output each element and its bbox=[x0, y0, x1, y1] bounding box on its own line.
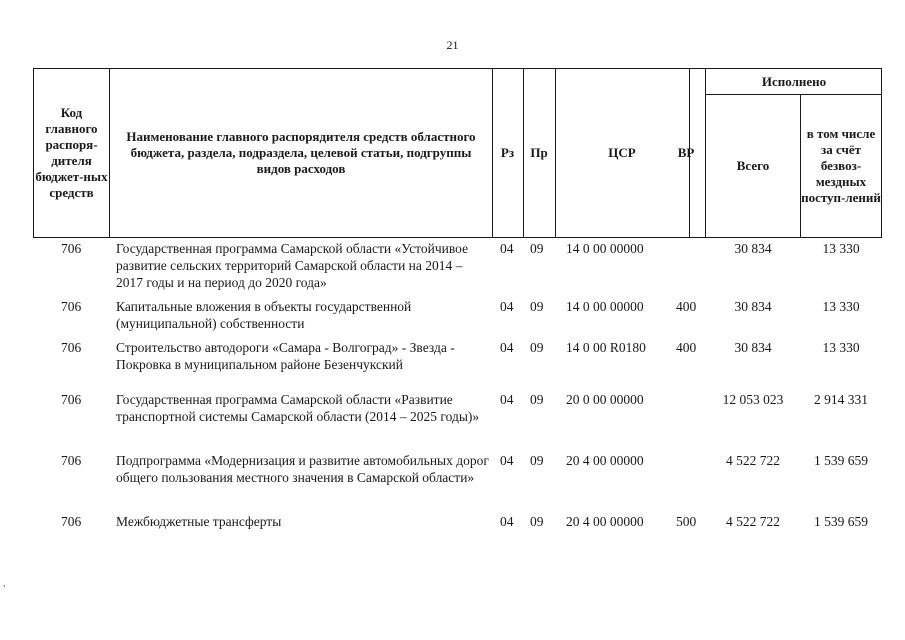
cell-total: 4 522 722 bbox=[726, 453, 780, 468]
page-number: 21 bbox=[446, 38, 459, 52]
cell-name: Государственная программа Самарской области «Развитие транспортной системы Самарской области (2014 – 2025 годы)» bbox=[116, 392, 480, 424]
cell-csr: 20 4 00 00000 bbox=[566, 514, 644, 529]
header-executed: Исполнено bbox=[761, 73, 827, 89]
scan-mark: , bbox=[3, 578, 6, 589]
cell-csr: 20 0 00 00000 bbox=[566, 392, 644, 407]
header-vr: ВР bbox=[677, 145, 695, 160]
cell-rz: 04 bbox=[500, 340, 514, 355]
cell-pr: 09 bbox=[530, 514, 544, 529]
cell-name: Государственная программа Самарской области «Устойчивое развитие сельских территорий Самарской области на 2014 – 2017 годы и на период до 2020 года» bbox=[116, 241, 469, 290]
cell-vr: 400 bbox=[676, 340, 697, 355]
cell-pr: 09 bbox=[530, 299, 544, 314]
cell-name: Подпрограмма «Модернизация и развитие автомобильных дорог общего пользования местного значения в Самарской области» bbox=[116, 453, 489, 485]
cell-code: 706 bbox=[61, 392, 82, 407]
cell-rz: 04 bbox=[500, 453, 514, 468]
cell-total: 4 522 722 bbox=[726, 514, 780, 529]
cell-csr: 14 0 00 00000 bbox=[566, 241, 644, 256]
cell-rz: 04 bbox=[500, 392, 514, 407]
header-rz: Рз bbox=[500, 145, 515, 160]
cell-code: 706 bbox=[61, 514, 82, 529]
header-pr: Пр bbox=[530, 145, 548, 160]
cell-csr: 20 4 00 00000 bbox=[566, 453, 644, 468]
cell-code: 706 bbox=[61, 241, 82, 256]
cell-including: 1 539 659 bbox=[814, 514, 868, 529]
cell-pr: 09 bbox=[530, 241, 544, 256]
cell-name: Строительство автодороги «Самара - Волгоград» - Звезда - Покровка в муниципальном районе Безенчукский bbox=[116, 340, 455, 372]
cell-vr: 400 bbox=[676, 299, 697, 314]
cell-vr: 500 bbox=[676, 514, 697, 529]
cell-including: 1 539 659 bbox=[814, 453, 868, 468]
cell-code: 706 bbox=[61, 299, 82, 314]
cell-code: 706 bbox=[61, 340, 82, 355]
cell-rz: 04 bbox=[500, 299, 514, 314]
cell-code: 706 bbox=[61, 453, 82, 468]
cell-total: 30 834 bbox=[734, 340, 772, 355]
cell-including: 13 330 bbox=[822, 340, 860, 355]
cell-including: 2 914 331 bbox=[814, 392, 868, 407]
cell-pr: 09 bbox=[530, 392, 544, 407]
cell-csr: 14 0 00 00000 bbox=[566, 299, 644, 314]
cell-total: 30 834 bbox=[734, 299, 772, 314]
cell-csr: 14 0 00 R0180 bbox=[566, 340, 646, 355]
cell-total: 12 053 023 bbox=[722, 392, 784, 407]
header-csr: ЦСР bbox=[608, 145, 636, 160]
cell-rz: 04 bbox=[500, 514, 514, 529]
cell-rz: 04 bbox=[500, 241, 514, 256]
cell-pr: 09 bbox=[530, 453, 544, 468]
cell-name: Межбюджетные трансферты bbox=[116, 514, 282, 529]
header-including: в том числе за счёт безвоз-мездных поступ-лений bbox=[801, 125, 881, 205]
header-code: Код главного распоря-дителя бюджет-ных средств bbox=[35, 105, 108, 200]
header-total: Всего bbox=[736, 157, 770, 173]
cell-total: 30 834 bbox=[734, 241, 772, 256]
cell-including: 13 330 bbox=[822, 241, 860, 256]
cell-pr: 09 bbox=[530, 340, 544, 355]
header-name: Наименование главного распорядителя средств областного бюджета, раздела, подраздела, целевой статьи, подгруппы видов расходов bbox=[126, 129, 476, 176]
cell-including: 13 330 bbox=[822, 299, 860, 314]
table-header bbox=[33, 68, 882, 238]
cell-name: Капитальные вложения в объекты государственной (муниципальной) собственности bbox=[116, 299, 412, 331]
